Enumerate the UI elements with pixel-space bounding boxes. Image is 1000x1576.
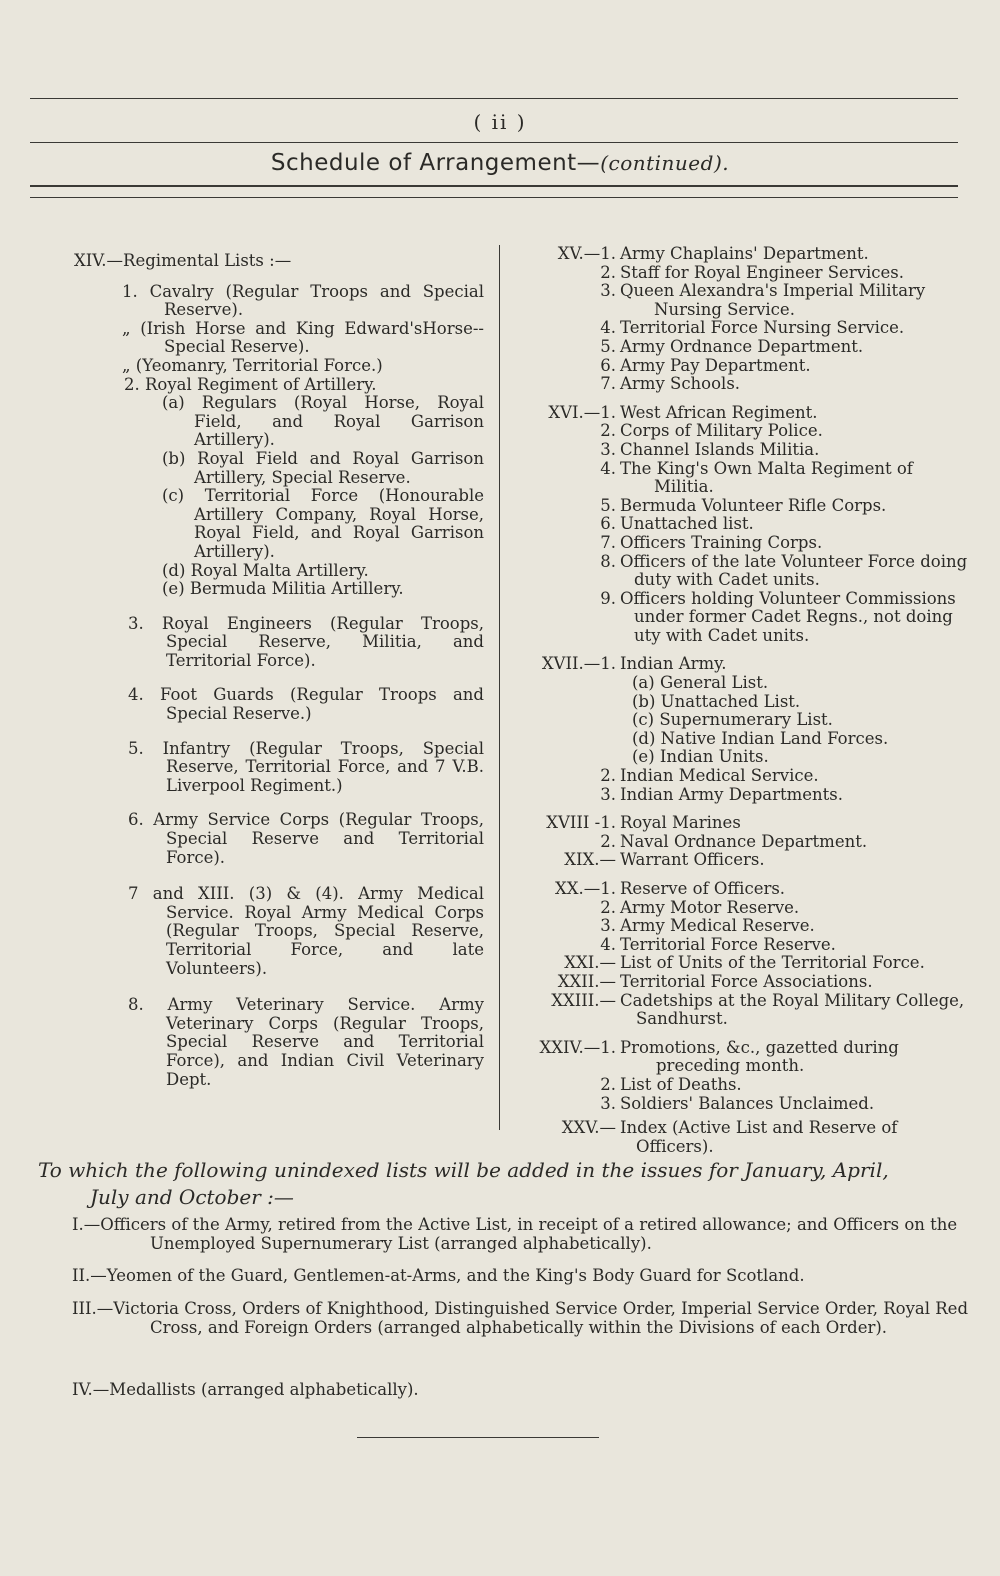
entry-number: XXIV.—1. xyxy=(539,1037,616,1057)
entry-text: Cadetships at the Royal Military College, Sandhurst. xyxy=(620,990,965,1029)
footer-intro-line: July and October :— xyxy=(90,1185,294,1209)
entry-text: The King's Own Malta Regiment of Militia. xyxy=(620,458,913,497)
entry-text: (c) Supernumerary List. xyxy=(632,710,833,730)
entry-text: Warrant Officers. xyxy=(620,850,765,870)
entry-number: 2. xyxy=(600,1074,616,1094)
entry-number: 9. xyxy=(600,588,616,608)
entry-text: Corps of Military Police. xyxy=(620,421,823,441)
title-rule-upper xyxy=(30,185,958,187)
footer-list-item xyxy=(70,1266,968,1285)
entry-number: XV.—1. xyxy=(557,244,616,263)
top-rule xyxy=(30,98,958,99)
section-xx xyxy=(514,880,969,954)
entry-text: Army Pay Department. xyxy=(620,355,811,375)
entry-number xyxy=(514,730,620,749)
section-xxv xyxy=(514,1119,969,1156)
entry-number xyxy=(514,674,620,693)
entry-number: XXV.— xyxy=(561,1118,616,1138)
right-column xyxy=(514,245,969,1156)
entry-number: 6. xyxy=(600,514,616,534)
entry-text: Army Chaplains' Department. xyxy=(620,244,869,263)
entry-number: 8. xyxy=(600,551,616,571)
entry-text: Officers of the late Volunteer Force doing duty with Cadet units. xyxy=(620,551,968,590)
entry-number: XX.—1. xyxy=(555,879,616,898)
section-xvi xyxy=(514,404,969,646)
entry-number xyxy=(514,693,620,712)
entry-number: 3. xyxy=(600,281,616,301)
entry-text: Promotions, &c., gazetted during preceding month. xyxy=(620,1037,899,1076)
list-entry: 1. Cavalry (Regular Troops and Special Reserve). xyxy=(122,281,484,320)
entry-number: 6. xyxy=(600,355,616,375)
entry-text: Army Medical Reserve. xyxy=(620,916,815,936)
entry-number: XXII.— xyxy=(557,971,616,991)
entry-number: 7. xyxy=(600,374,616,394)
entry-text: List of Units of the Territorial Force. xyxy=(620,953,925,973)
section-xxi-xxiii xyxy=(514,954,969,1028)
list-entry: (a) Regulars (Royal Horse, Royal Field, and Royal Garrison Artillery). xyxy=(162,393,484,450)
list-entry: 6. Army Service Corps (Regular Troops, Special Reserve and Territorial Force). xyxy=(128,810,484,867)
entry-text: Unattached list. xyxy=(620,514,754,534)
entry-number: XXI.— xyxy=(564,953,616,973)
entry-number: 4. xyxy=(600,458,616,478)
entry-number: 2. xyxy=(600,262,616,282)
entry-text: Indian Army. xyxy=(620,654,727,674)
entry-number: XVI.—1. xyxy=(548,402,616,422)
list-entry: 4. Foot Guards (Regular Troops and Special Reserve.) xyxy=(128,685,484,724)
entry-text: Territorial Force Associations. xyxy=(620,971,873,991)
section-xix xyxy=(514,851,969,870)
footer-item-text: IV.—Medallists (arranged alphabetically). xyxy=(72,1380,419,1399)
entry-number: 4. xyxy=(600,934,616,954)
section-xxiv xyxy=(514,1039,969,1113)
entry-number: XVIII -1. xyxy=(546,813,616,833)
footer-item-text: III.—Victoria Cross, Orders of Knighthood, Distinguished Service Order, Imperial Service Order, Royal Red Cross, and Foreign Orders (arranged alphabetically within the Divisions of each Order). xyxy=(72,1299,969,1337)
entry-number: XVII.—1. xyxy=(541,654,616,674)
entry-text: Indian Medical Service. xyxy=(620,766,819,786)
page-title xyxy=(0,150,1000,176)
footer-list-item xyxy=(70,1215,968,1253)
entry-text: (e) Indian Units. xyxy=(632,747,769,767)
entry-text: Army Schools. xyxy=(620,374,741,394)
list-entry: 8. Army Veterinary Service. Army Veterinary Corps (Regular Troops, Special Reserve and Territorial Force), and Indian Civil Veterinary Dept. xyxy=(128,995,484,1089)
title-continued: (continued). xyxy=(600,151,730,175)
entry-number: 2. xyxy=(600,831,616,851)
page-number: ( ii ) xyxy=(473,110,527,134)
entry-text: Army Motor Reserve. xyxy=(620,897,800,917)
entry-number xyxy=(514,711,620,730)
entry-text: Territorial Force Reserve. xyxy=(620,934,836,954)
entry-text: (a) General List. xyxy=(632,673,769,693)
entry-text: Soldiers' Balances Unclaimed. xyxy=(620,1093,875,1113)
entry-number: 3. xyxy=(600,439,616,459)
column-divider xyxy=(499,245,500,1130)
entry-number: 4. xyxy=(600,318,616,338)
entry-number: 2. xyxy=(600,766,616,786)
list-entry: „ (Irish Horse and King Edward'sHorse--Special Reserve). xyxy=(122,318,484,357)
entry-number: 3. xyxy=(600,784,616,804)
entry-text: Army Ordnance Department. xyxy=(620,336,864,356)
list-entry: 5. Infantry (Regular Troops, Special Reserve, Territorial Force, and 7 V.B. Liverpool Regiment.) xyxy=(128,738,484,795)
list-entry: (e) Bermuda Militia Artillery. xyxy=(162,579,404,599)
entry-text: Royal Marines xyxy=(620,813,741,833)
list-entry: 3. Royal Engineers (Regular Troops, Special Reserve, Militia, and Territorial Force). xyxy=(128,613,484,670)
section-xv xyxy=(514,245,969,394)
entry-number: XXIII.— xyxy=(551,990,616,1010)
entry-number: 7. xyxy=(600,532,616,552)
entry-text: Bermuda Volunteer Rifle Corps. xyxy=(620,495,887,515)
list-entry: 2. Royal Regiment of Artillery. xyxy=(124,374,377,394)
entry-number: 2. xyxy=(600,897,616,917)
entry-text: Naval Ordnance Department. xyxy=(620,831,868,851)
title-rule-lower xyxy=(30,197,958,198)
list-entry: 7 and XIII. (3) & (4). Army Medical Service. Royal Army Medical Corps (Regular Troops, Special Reserve, Territorial Force, and late Volunteers). xyxy=(128,884,484,978)
entry-text: Reserve of Officers. xyxy=(620,879,786,898)
entry-number: 5. xyxy=(600,336,616,356)
entry-text: Index (Active List and Reserve of Officers). xyxy=(620,1118,898,1156)
list-entry: (d) Royal Malta Artillery. xyxy=(162,560,369,580)
footer-list-item xyxy=(70,1380,968,1399)
left-column xyxy=(74,252,484,1089)
section-xvii xyxy=(514,655,969,804)
footer-item-text: I.—Officers of the Army, retired from the Active List, in receipt of a retired allowance; and Officers on the Unemployed Supernumerary List (arranged alphabetically). xyxy=(72,1215,958,1253)
entry-text: Staff for Royal Engineer Services. xyxy=(620,262,905,282)
title-main: Schedule of Arrangement— xyxy=(270,150,601,176)
list-entry: (b) Royal Field and Royal Garrison Artillery, Special Reserve. xyxy=(162,448,484,487)
entry-text: Officers Training Corps. xyxy=(620,532,823,552)
footer-item-text: II.—Yeomen of the Guard, Gentlemen-at-Arms, and the King's Body Guard for Scotland. xyxy=(72,1266,805,1285)
entry-text: Queen Alexandra's Imperial Military Nursing Service. xyxy=(620,281,926,319)
entry-number: 3. xyxy=(600,1093,616,1113)
list-entry: (c) Territorial Force (Honourable Artillery Company, Royal Horse, Royal Field, and Royal Garrison Artillery). xyxy=(162,486,484,561)
footer-intro-line: To which the following unindexed lists will be added in the issues for January, April, xyxy=(38,1158,889,1182)
rule-under-page-number xyxy=(30,142,958,143)
entry-number xyxy=(514,748,620,767)
entry-text: (d) Native Indian Land Forces. xyxy=(632,728,889,748)
entry-text: Territorial Force Nursing Service. xyxy=(620,318,905,338)
entry-text: Officers holding Volunteer Commissions under former Cadet Regns., not doing uty with Cadet units. xyxy=(620,588,956,645)
list-entry: „ (Yeomanry, Territorial Force.) xyxy=(122,355,383,375)
entry-number: 3. xyxy=(600,916,616,936)
footer-intro xyxy=(38,1157,968,1211)
entry-text: (b) Unattached List. xyxy=(632,691,801,711)
entry-text: Indian Army Departments. xyxy=(620,784,843,804)
section-heading: XIV.—Regimental Lists :— xyxy=(74,251,292,270)
entry-text: List of Deaths. xyxy=(620,1074,742,1094)
entry-number: 2. xyxy=(600,421,616,441)
entry-number: XIX.— xyxy=(564,850,616,870)
entry-text: Channel Islands Militia. xyxy=(620,439,820,459)
entry-number: 5. xyxy=(600,495,616,515)
entry-text: West African Regiment. xyxy=(620,402,818,422)
footer-list-item xyxy=(70,1299,968,1337)
end-rule xyxy=(357,1437,599,1438)
section-xviii xyxy=(514,814,969,851)
